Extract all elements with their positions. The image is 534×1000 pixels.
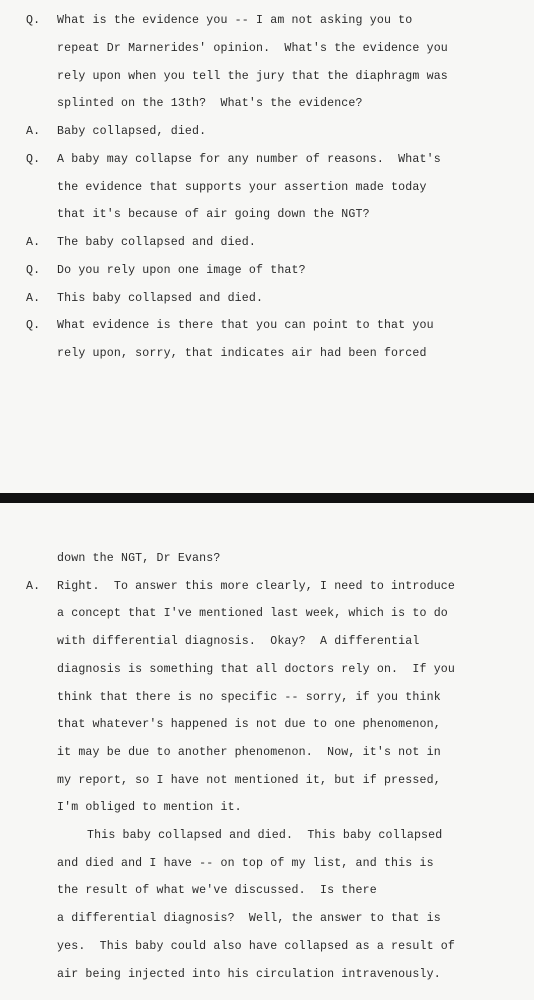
line-text: down the NGT, Dr Evans?	[57, 552, 221, 565]
line-text: think that there is no specific -- sorry, if you think	[57, 690, 441, 704]
line-text: Right. To answer this more clearly, I need to introduce	[57, 579, 456, 593]
transcript-line	[0, 344, 534, 364]
line-text: yes. This baby could also have collapsed as a result of	[57, 939, 456, 953]
transcript-line	[0, 94, 534, 114]
transcript-line	[0, 854, 534, 874]
speaker-label: Q.	[26, 14, 41, 27]
line-text: the evidence that supports your assertion made today	[57, 180, 427, 194]
line-text: This baby collapsed and died.	[57, 291, 264, 305]
line-text: air being injected into his circulation intravenously.	[57, 967, 441, 981]
transcript-line	[0, 632, 534, 652]
transcript-line	[0, 577, 534, 597]
speaker-label: A.	[26, 291, 41, 305]
line-text: that it's because of air going down the NGT?	[57, 208, 370, 222]
transcript-line	[0, 289, 534, 309]
transcript-line	[0, 122, 534, 142]
line-text: and died and I have -- on top of my list, and this is	[57, 856, 434, 870]
transcript-line	[0, 67, 534, 87]
transcript-line	[0, 205, 534, 225]
transcript-line	[0, 39, 534, 59]
speaker-label: Q.	[26, 263, 41, 277]
transcript-line	[0, 604, 534, 624]
transcript-line	[0, 798, 534, 818]
transcript-line	[0, 178, 534, 198]
speaker-label: Q.	[26, 152, 41, 166]
transcript-line	[0, 771, 534, 791]
transcript-line	[0, 715, 534, 735]
line-text: rely upon when you tell the jury that the diaphragm was	[57, 69, 448, 83]
line-text: Baby collapsed, died.	[57, 125, 207, 138]
transcript-line	[0, 261, 534, 281]
line-text: with differential diagnosis. Okay? A differential	[57, 635, 420, 649]
line-text: I'm obliged to mention it.	[57, 801, 242, 815]
transcript-line	[0, 826, 534, 846]
transcript-line	[0, 881, 534, 901]
line-text: What evidence is there that you can point to that you	[57, 319, 434, 333]
line-text: The baby collapsed and died.	[57, 236, 257, 249]
transcript-line	[0, 688, 534, 708]
speaker-label: A.	[26, 236, 41, 249]
line-text: repeat Dr Marnerides' opinion. What's the evidence you	[57, 41, 448, 55]
line-text: rely upon, sorry, that indicates air had been forced	[57, 347, 427, 360]
transcript-line	[0, 660, 534, 680]
line-text: the result of what we've discussed. Is there	[57, 884, 377, 898]
line-text: A baby may collapse for any number of reasons. What's	[57, 152, 441, 166]
speaker-label: A.	[26, 125, 41, 138]
line-text: This baby collapsed and died. This baby collapsed	[87, 829, 443, 842]
transcript-line	[0, 11, 534, 31]
speaker-label: A.	[26, 579, 41, 593]
line-text: splinted on the 13th? What's the evidence?	[57, 97, 363, 111]
line-text: that whatever's happened is not due to one phenomenon,	[57, 718, 441, 732]
transcript-line	[0, 150, 534, 170]
transcript-line	[0, 316, 534, 336]
transcript-page-top	[0, 0, 534, 493]
line-text: a concept that I've mentioned last week, which is to do	[57, 607, 448, 621]
line-text: my report, so I have not mentioned it, but if pressed,	[57, 773, 441, 787]
line-text: diagnosis is something that all doctors rely on. If you	[57, 662, 456, 676]
transcript-line	[0, 965, 534, 985]
page-divider	[0, 493, 534, 503]
transcript-page-bottom	[0, 503, 534, 1000]
line-text: it may be due to another phenomenon. Now, it's not in	[57, 745, 441, 759]
transcript-line	[0, 937, 534, 957]
line-text: What is the evidence you -- I am not asking you to	[57, 14, 413, 27]
transcript-line	[0, 233, 534, 253]
transcript-line	[0, 909, 534, 929]
speaker-label: Q.	[26, 319, 41, 333]
line-text: a differential diagnosis? Well, the answer to that is	[57, 912, 441, 926]
transcript-line	[0, 743, 534, 763]
line-text: Do you rely upon one image of that?	[57, 263, 306, 277]
transcript-line	[0, 549, 534, 569]
